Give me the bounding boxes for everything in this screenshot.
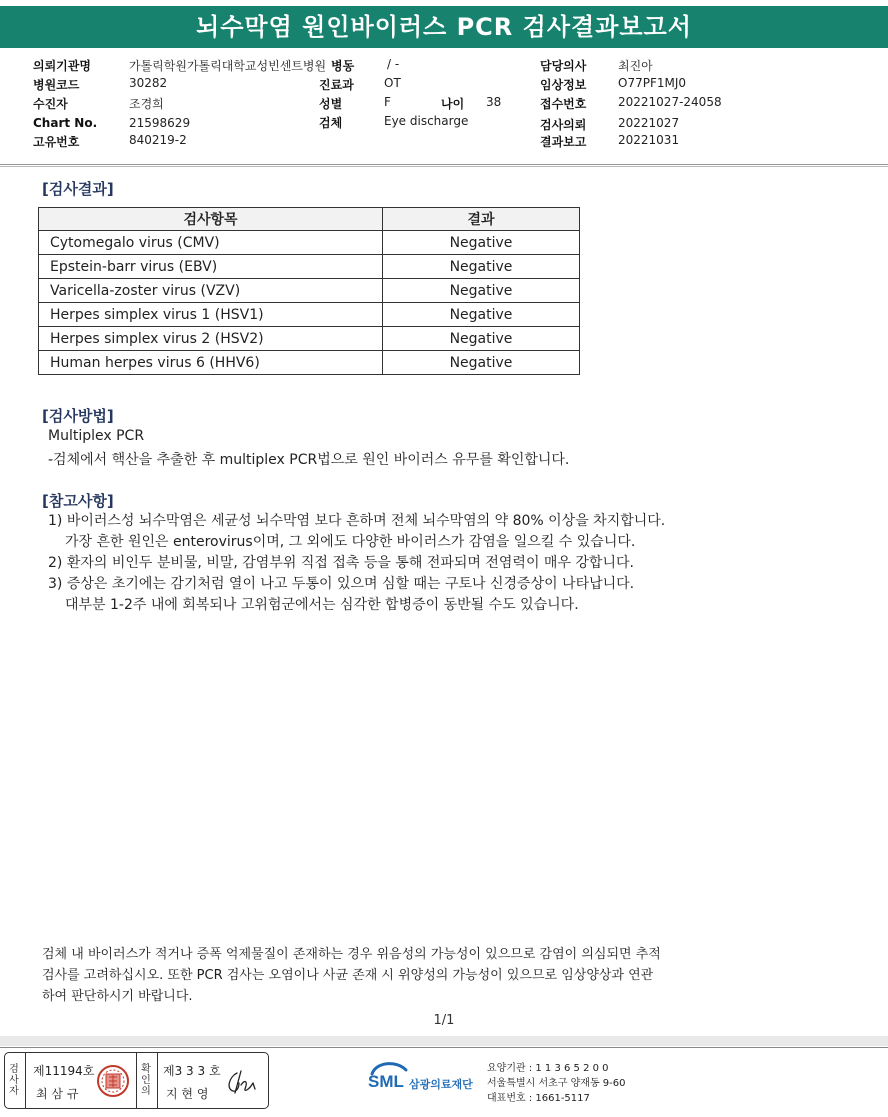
doctor: 최진아 bbox=[618, 59, 653, 73]
note-line: 대부분 1-2주 내에 회복되나 고위험군에서는 심각한 합병증이 동반될 수도 있습니다. bbox=[65, 597, 579, 613]
sex-label: 성별 bbox=[319, 97, 343, 111]
note-line: 가장 흔한 원인은 enterovirus이며, 그 외에도 다양한 바이러스가 감염을 일으킬 수 있습니다. bbox=[65, 534, 636, 550]
confirmer-license: 제3 3 3 호 bbox=[163, 1064, 221, 1078]
divider bbox=[0, 166, 888, 167]
test-item: Herpes simplex virus 1 (HSV1) bbox=[39, 303, 383, 327]
test-result: Negative bbox=[383, 231, 580, 255]
note-line: 3) 증상은 초기에는 감기처럼 열이 나고 두통이 있으며 심할 때는 구토나 신경증상이 나타납니다. bbox=[48, 576, 635, 592]
specimen-label: 검체 bbox=[319, 116, 343, 130]
department: OT bbox=[384, 76, 401, 90]
unique-no: 840219-2 bbox=[129, 133, 187, 147]
seal-stamp-icon bbox=[95, 1063, 131, 1099]
patient-info-block bbox=[0, 52, 888, 164]
test-item: Varicella-zoster virus (VZV) bbox=[39, 279, 383, 303]
sex: F bbox=[384, 95, 391, 109]
org-address: 서울특별시 서초구 양재동 9-60 bbox=[487, 1078, 626, 1089]
test-result: Negative bbox=[383, 255, 580, 279]
method-section-title: [검사방법] bbox=[42, 407, 114, 425]
notes-list bbox=[48, 511, 665, 616]
disclaimer-text: 검체 내 바이러스가 적거나 증폭 억제물질이 존재하는 경우 위음성의 가능성이 있으므로 감염이 의심되면 추적검사를 고려하십시오. 또한 PCR 검사는 오염이나 사균 존재 시 위양성의 가능성이 있으므로 임상양상과 연관하여 판단하시기 바랍니다. bbox=[42, 947, 661, 1004]
test-item: Herpes simplex virus 2 (HSV2) bbox=[39, 327, 383, 351]
requesting-org-label: 의뢰기관명 bbox=[33, 59, 91, 73]
table-row bbox=[39, 279, 580, 303]
handwritten-signature-icon bbox=[223, 1067, 263, 1097]
report-date-label: 결과보고 bbox=[540, 135, 587, 149]
test-result: Negative bbox=[383, 279, 580, 303]
results-section-title: [검사결과] bbox=[42, 180, 114, 198]
confirmer-name: 지 현 영 bbox=[166, 1087, 209, 1101]
test-item: Cytomegalo virus (CMV) bbox=[39, 231, 383, 255]
divider bbox=[136, 1053, 137, 1108]
chart-no-label: Chart No. bbox=[33, 116, 98, 130]
test-item: Human herpes virus 6 (HHV6) bbox=[39, 351, 383, 375]
test-result: Negative bbox=[383, 303, 580, 327]
receipt-no-label: 접수번호 bbox=[540, 97, 587, 111]
ward-label: 병동 bbox=[331, 59, 355, 73]
report-title: 뇌수막염 원인바이러스 PCR 검사결과보고서 bbox=[0, 6, 888, 48]
report-date: 20221031 bbox=[618, 133, 680, 147]
note-line: 1) 바이러스성 뇌수막염은 세균성 뇌수막염 보다 흔하며 전체 뇌수막염의 약 80% 이상을 차지합니다. bbox=[48, 513, 666, 529]
divider bbox=[0, 164, 888, 165]
age-label: 나이 bbox=[441, 97, 465, 111]
test-item: Epstein-barr virus (EBV) bbox=[39, 255, 383, 279]
requesting-org: 가톨릭학원가톨릭대학교성빈센트병원 bbox=[129, 59, 327, 73]
receipt-no: 20221027-24058 bbox=[618, 95, 722, 109]
header-item: 검사항목 bbox=[39, 208, 383, 231]
doctor-label: 담당의사 bbox=[540, 59, 587, 73]
request-date-label: 검사의뢰 bbox=[540, 118, 587, 132]
confirmer-label: 확인의 bbox=[141, 1064, 151, 1097]
unique-no-label: 고유번호 bbox=[33, 135, 80, 149]
notes-section-title: [참고사항] bbox=[42, 492, 114, 510]
method-name: Multiplex PCR bbox=[48, 428, 145, 444]
request-date: 20221027 bbox=[618, 116, 680, 130]
table-row bbox=[39, 303, 580, 327]
table-row bbox=[39, 255, 580, 279]
table-row bbox=[39, 351, 580, 375]
test-result: Negative bbox=[383, 351, 580, 375]
clinical-info-label: 임상정보 bbox=[540, 78, 587, 92]
patient-name: 조경희 bbox=[129, 97, 164, 111]
table-header-row bbox=[39, 208, 580, 231]
hospital-code: 30282 bbox=[129, 76, 168, 90]
org-code: 요양기관 : 1 1 3 6 5 2 0 0 bbox=[487, 1063, 609, 1074]
org-phone: 대표번호 : 1661-5117 bbox=[487, 1093, 590, 1104]
patient-label: 수진자 bbox=[33, 97, 68, 111]
examiner-label: 검사자 bbox=[9, 1064, 19, 1097]
page-number: 1/1 bbox=[433, 1013, 455, 1028]
table-row bbox=[39, 231, 580, 255]
results-table bbox=[38, 207, 580, 375]
org-info bbox=[487, 1061, 626, 1106]
clinical-info: O77PF1MJ0 bbox=[618, 76, 687, 90]
examiner-name: 최 삼 규 bbox=[36, 1087, 79, 1101]
age: 38 bbox=[486, 95, 502, 109]
method-description: -검체에서 핵산을 추출한 후 multiplex PCR법으로 원인 바이러스 유무를 확인합니다. bbox=[48, 452, 570, 468]
specimen: Eye discharge bbox=[384, 114, 469, 128]
hospital-code-label: 병원코드 bbox=[33, 78, 80, 92]
divider bbox=[25, 1053, 26, 1108]
test-result: Negative bbox=[383, 327, 580, 351]
note-line: 2) 환자의 비인두 분비물, 비말, 감염부위 직접 접촉 등을 통해 전파되며 전염력이 매우 강합니다. bbox=[48, 555, 634, 571]
footer-band bbox=[0, 1036, 888, 1046]
divider bbox=[0, 1047, 888, 1048]
examiner-license: 제11194호 bbox=[33, 1064, 95, 1078]
signature-box bbox=[4, 1052, 269, 1109]
table-row bbox=[39, 327, 580, 351]
logo-name: 삼광의료재단 bbox=[409, 1078, 473, 1091]
divider bbox=[157, 1053, 158, 1108]
ward: / - bbox=[387, 57, 400, 71]
department-label: 진료과 bbox=[319, 78, 354, 92]
logo-text: SML bbox=[368, 1072, 404, 1091]
header-result: 결과 bbox=[383, 208, 580, 231]
chart-no: 21598629 bbox=[129, 116, 191, 130]
